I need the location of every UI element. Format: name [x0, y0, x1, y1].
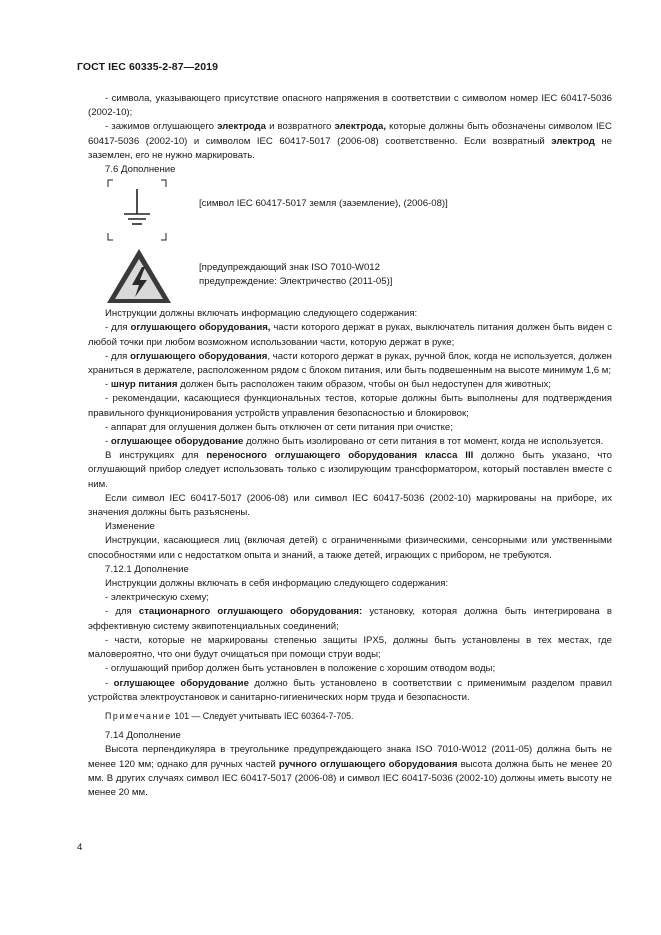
paragraph: - для оглушающего оборудования, части которого держат в руках, ручной блок, когда не используется, должен храниться в держателе, расположенном рядом с блоком питания, или быть подвешенным на высоте минимум 1,6 м; — [88, 350, 612, 377]
paragraph: Инструкции должны включать информацию следующего содержания: — [105, 308, 418, 320]
note: Примечание 101 — Следует учитывать IEC 60364-7-705. — [105, 710, 354, 721]
paragraph: Если символ IEC 60417-5017 (2006-08) или символ IEC 60417-5036 (2002-10) маркированы на приборе, их значения должны быть разъяснены. — [88, 492, 612, 519]
document-body — [88, 92, 612, 800]
paragraph: - части, которые не маркированы степенью защиты IPX5, должны быть установлены в тех местах, где маловероятно, что они будут очищаться при помощи струи воды; — [88, 634, 612, 661]
electricity-warning-icon — [105, 247, 173, 305]
paragraph: - шнур питания должен быть расположен таким образом, чтобы он был недоступен для животных; — [105, 379, 551, 391]
paragraph: Высота перпендикуляра в треугольнике предупреждающего знака ISO 7010-W012 (2011-05) должна быть не менее 120 мм; однако для ручных частей ручного оглушающего оборудования высота должна быть не менее 20 мм. В других случаях символ IEC 60417-5017 (2006-08) и символ IEC 60417-5036 (2002-10) должны иметь высоту не менее 20 мм. — [88, 744, 612, 798]
earth-ground-icon — [107, 179, 167, 241]
paragraph: - рекомендации, касающиеся функциональных тестов, которые должны быть выполнены для подтверждения правильного функционирования устройств управления безопасностью и блокировок; — [88, 393, 612, 419]
paragraph: - оглушающее оборудование должно быть установлено в соответствии с применимым разделом правил устройства электроустановок и санитарно-гигиенических норм труда и безопасности. — [88, 677, 612, 703]
paragraph: - для оглушающего оборудования, части которого держат в руках, выключатель питания должен быть виден с любой точки при любом возможном использовании части, которую держат в руке; — [88, 322, 613, 348]
paragraph: Инструкции должны включать в себя информацию следующего содержания: — [105, 578, 449, 590]
earth-symbol-row — [107, 179, 612, 243]
paragraph: - зажимов оглушающего электрода и возвратного электрода, которые должны быть обозначены символом IEC 60417-5036 (2002-10) и символом IEC 60417-5017 (2006-08) соответственно. Если возвратный электрод не заземлен, его не нужно маркировать. — [88, 121, 612, 161]
earth-symbol-caption: [символ IEC 60417-5017 земля (заземление), (2006-08)] — [199, 198, 448, 210]
page-number: 4 — [77, 842, 83, 853]
paragraph: - электрическую схему; — [105, 592, 209, 604]
paragraph: В инструкциях для переносного оглушающего оборудования класса III должно быть указано, что оглушающий прибор следует использовать только с изолирующим трансформатором, который поставлен вместе с ним. — [88, 450, 613, 490]
section-heading: 7.6 Дополнение — [105, 164, 176, 176]
paragraph: - оглушающее оборудование должно быть изолировано от сети питания в тот момент, когда не используется. — [105, 436, 604, 448]
paragraph: - символа, указывающего присутствие опасного напряжения в соответствии с символом номер IEC 60417-5036 (2002-10); — [88, 93, 612, 119]
paragraph: - оглушающий прибор должен быть установлен в положение с хорошим отводом воды; — [105, 663, 496, 675]
paragraph: Инструкции, касающиеся лиц (включая детей) с ограниченными физическими, сенсорными или умственными способностями или с недостатком опыта и знаний, а также детей, играющих с прибором, не требуются. — [88, 535, 612, 561]
section-heading: Изменение — [105, 521, 155, 533]
warning-sign-caption: [предупреждающий знак ISO 7010-W012 предупреждение: Электричество (2011-05)] — [199, 262, 393, 288]
document-header: ГОСТ IEC 60335-2-87—2019 — [77, 61, 219, 73]
section-heading: 7.12.1 Дополнение — [105, 563, 189, 575]
warning-sign-row — [105, 247, 612, 307]
paragraph: - аппарат для оглушения должен быть отключен от сети питания при очистке; — [105, 421, 453, 433]
paragraph: - для стационарного оглушающего оборудования: установку, которая должна быть интегрирована в эффективную систему эквипотенциальных соединений; — [88, 606, 613, 632]
section-heading: 7.14 Дополнение — [105, 730, 181, 742]
